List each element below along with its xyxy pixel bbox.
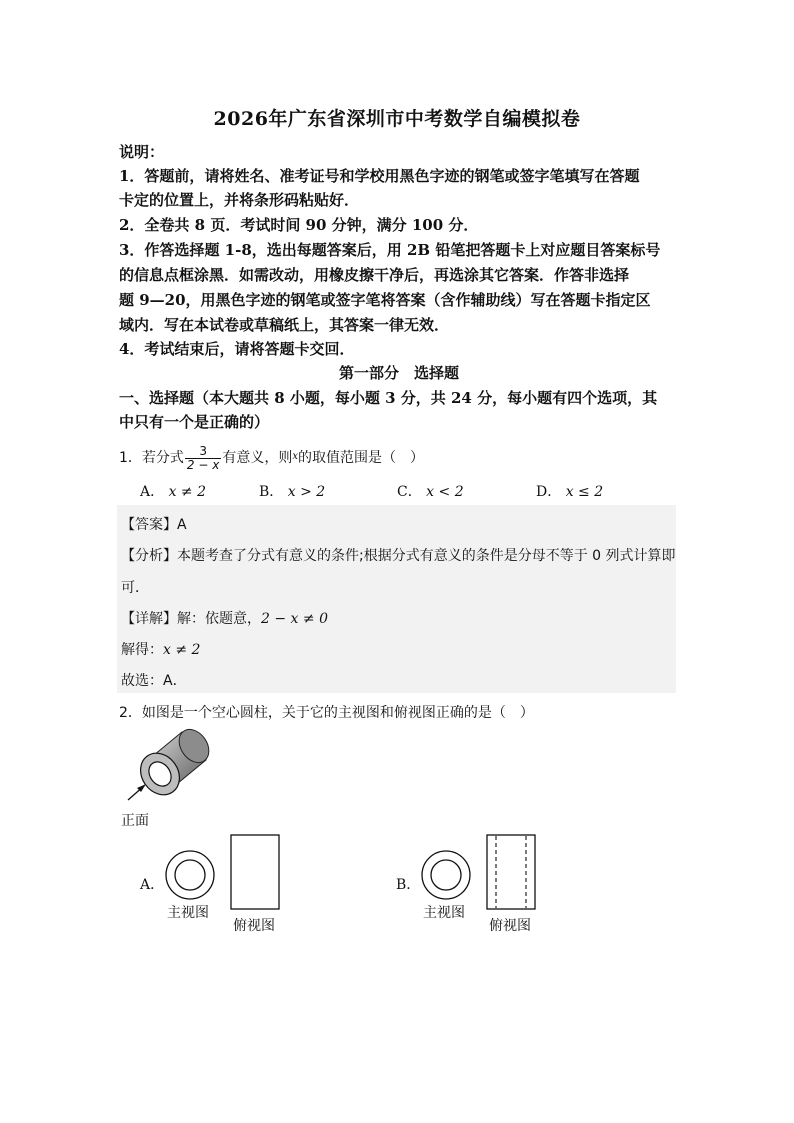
answer-box (117, 505, 676, 693)
solve-line: 解得：x ≠ 2 (121, 642, 201, 658)
q1-suffix: 的取值范围是（ ） (297, 450, 424, 466)
part-heading: 第一部分 选择题 (338, 364, 459, 382)
section-heading: 中只有一个是正确的） (119, 413, 270, 431)
instruction-line: 4．考试结束后，请将答题卡交回． (119, 340, 355, 358)
question-1 (119, 440, 679, 474)
instruction-line: 2．全卷共 8 页．考试时间 90 分钟，满分 100 分． (119, 216, 479, 234)
option-a-top-view (230, 834, 282, 912)
fraction (185, 445, 221, 472)
q1-prefix: 1．若分式 (119, 450, 184, 466)
detail-line: 【详解】解：依题意，2 − x ≠ 0 (121, 611, 328, 627)
instruction-line: 卡定的位置上，并将条形码粘贴好． (119, 191, 360, 209)
fraction-numerator: 3 (185, 445, 221, 459)
answer-line: 【答案】A (121, 517, 187, 533)
hollow-cylinder-figure (120, 726, 220, 810)
q1-variable: x (292, 451, 298, 462)
q1-middle: 有意义，则 (222, 450, 293, 466)
option-a-main-view-label: 主视图 (167, 905, 209, 921)
fraction-denominator: 2 − x (186, 457, 220, 472)
analysis-line: 可． (121, 580, 149, 596)
option-c: C． x < 2 (397, 484, 464, 500)
option-a-top-view-label: 俯视图 (233, 918, 275, 934)
option-b-letter: B． (396, 877, 421, 893)
analysis-line: 【分析】本题考查了分式有意义的条件;根据分式有意义的条件是分母不等于 0 列式计算即 (121, 548, 676, 564)
front-label: 正面 (121, 813, 149, 829)
instruction-line: 域内．写在本试卷或草稿纸上，其答案一律无效． (119, 316, 450, 334)
option-b-top-view-label: 俯视图 (489, 918, 531, 934)
page-title: 2026年广东省深圳市中考数学自编模拟卷 (213, 108, 581, 130)
option-a: A． x ≠ 2 (140, 484, 207, 500)
option-b: B． x > 2 (259, 484, 326, 500)
section-heading: 一、选择题（本大题共 8 小题，每小题 3 分，共 24 分，每小题有四个选项，其 (119, 389, 658, 407)
option-a-letter: A． (140, 877, 165, 893)
instruction-line: 题 9—20，用黑色字迹的钢笔或签字笔将答案（含作辅助线）写在答题卡指定区 (119, 291, 651, 309)
instruction-line: 3．作答选择题 1-8，选出每题答案后，用 2B 铅笔把答题卡上对应题目答案标号 (119, 241, 661, 259)
choose-line: 故选：A． (121, 673, 187, 689)
option-b-main-view-label: 主视图 (423, 905, 465, 921)
option-b-main-view (420, 849, 472, 901)
question-2: 2．如图是一个空心圆柱，关于它的主视图和俯视图正确的是（ ） (119, 705, 534, 721)
instructions-heading: 说明： (119, 143, 165, 161)
instruction-line: 的信息点框涂黑．如需改动，用橡皮擦干净后，再选涂其它答案．作答非选择 (119, 266, 630, 284)
instruction-line: 1．答题前，请将姓名、准考证号和学校用黑色字迹的钢笔或签字笔填写在答题 (119, 167, 640, 185)
option-a-main-view (164, 849, 216, 901)
option-b-top-view (486, 834, 538, 912)
option-d: D． x ≤ 2 (536, 484, 604, 500)
